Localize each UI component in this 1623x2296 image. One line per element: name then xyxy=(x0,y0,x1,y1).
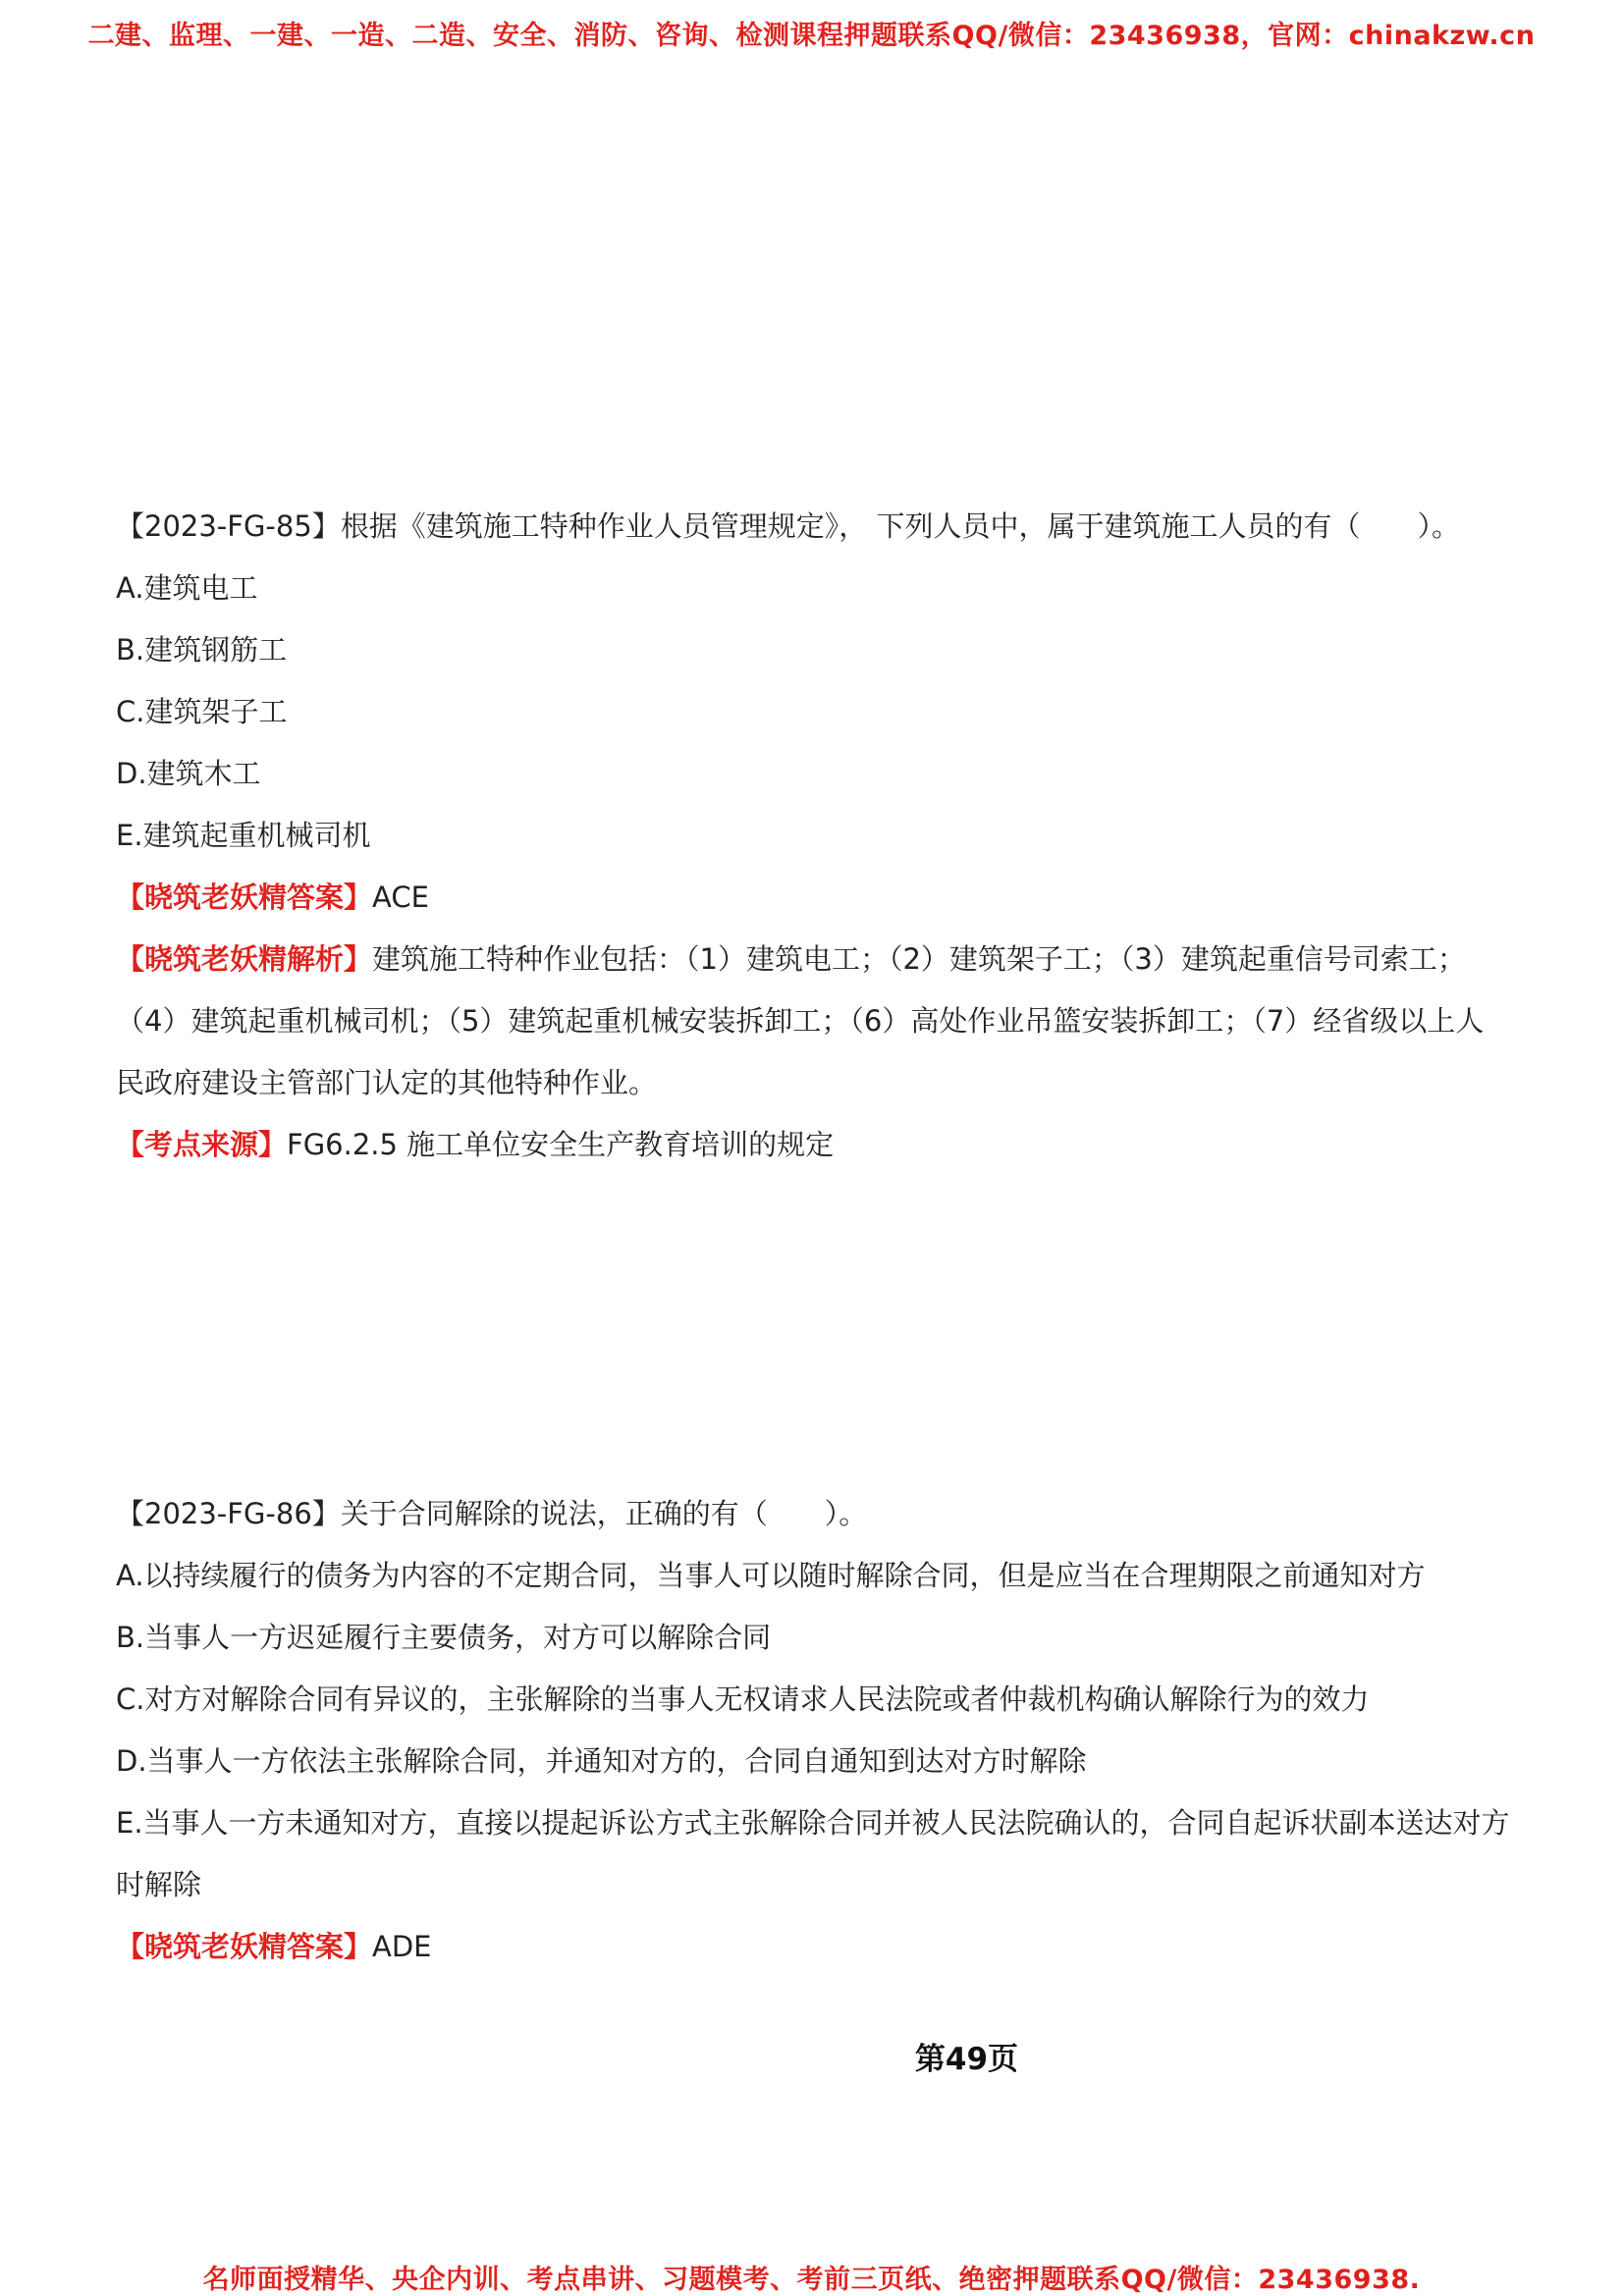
answer-value: ADE xyxy=(372,1930,432,1963)
page-number: 第49页 xyxy=(914,2042,1019,2077)
question-86 xyxy=(116,1483,1510,1978)
option-b: B.建筑钢筋工 xyxy=(116,633,288,667)
option-d: D.当事人一方依法主张解除合同，并通知对方的，合同自通知到达对方时解除 xyxy=(116,1744,1087,1778)
option-c: C.对方对解除合同有异议的，主张解除的当事人无权请求人民法院或者仲裁机构确认解除行为的效力 xyxy=(116,1682,1370,1716)
source-label: 【考点来源】 xyxy=(116,1128,288,1161)
answer-value: ACE xyxy=(372,881,429,914)
option-a: A.建筑电工 xyxy=(116,571,258,605)
answer-label: 【晓筑老妖精答案】 xyxy=(116,1930,373,1963)
question-stem: 【2023-FG-86】关于合同解除的说法，正确的有（ ）。 xyxy=(116,1497,868,1530)
footer-banner: 名师面授精华、央企内训、考点串讲、习题模考、考前三页纸、绝密押题联系QQ/微信：23436938. xyxy=(202,2265,1421,2295)
question-stem: 【2023-FG-85】根据《建筑施工特种作业人员管理规定》， 下列人员中，属于建筑施工人员的有（ ）。 xyxy=(116,509,1461,543)
option-e: E.建筑起重机械司机 xyxy=(116,819,371,852)
option-a: A.以持续履行的债务为内容的不定期合同，当事人可以随时解除合同，但是应当在合理期限之前通知对方 xyxy=(116,1559,1426,1592)
option-e: E.当事人一方未通知对方，直接以提起诉讼方式主张解除合同并被人民法院确认的，合同自起诉状副本送达对方时解除 xyxy=(116,1806,1510,1901)
analysis-text: 建筑施工特种作业包括：（1）建筑电工；（2）建筑架子工；（3）建筑起重信号司索工；（4）建筑起重机械司机；（5）建筑起重机械安装拆卸工；（6）高处作业吊篮安装拆卸工；（7）经省级以上人民政府建设主管部门认定的其他特种作业。 xyxy=(116,942,1485,1099)
analysis-row xyxy=(116,929,1510,1114)
question-85 xyxy=(116,496,1510,1176)
option-c: C.建筑架子工 xyxy=(116,695,288,728)
option-b: B.当事人一方迟延履行主要债务，对方可以解除合同 xyxy=(116,1621,772,1654)
answer-row xyxy=(116,1916,1510,1978)
answer-row xyxy=(116,867,1510,929)
analysis-label: 【晓筑老妖精解析】 xyxy=(116,942,373,976)
source-row xyxy=(116,1114,1510,1176)
option-d: D.建筑木工 xyxy=(116,757,261,790)
source-text: FG6.2.5 施工单位安全生产教育培训的规定 xyxy=(287,1128,835,1161)
answer-label: 【晓筑老妖精答案】 xyxy=(116,881,373,914)
header-banner: 二建、监理、一建、一造、二造、安全、消防、咨询、检测课程押题联系QQ/微信：23436938，官网：chinakzw.cn xyxy=(87,21,1536,51)
